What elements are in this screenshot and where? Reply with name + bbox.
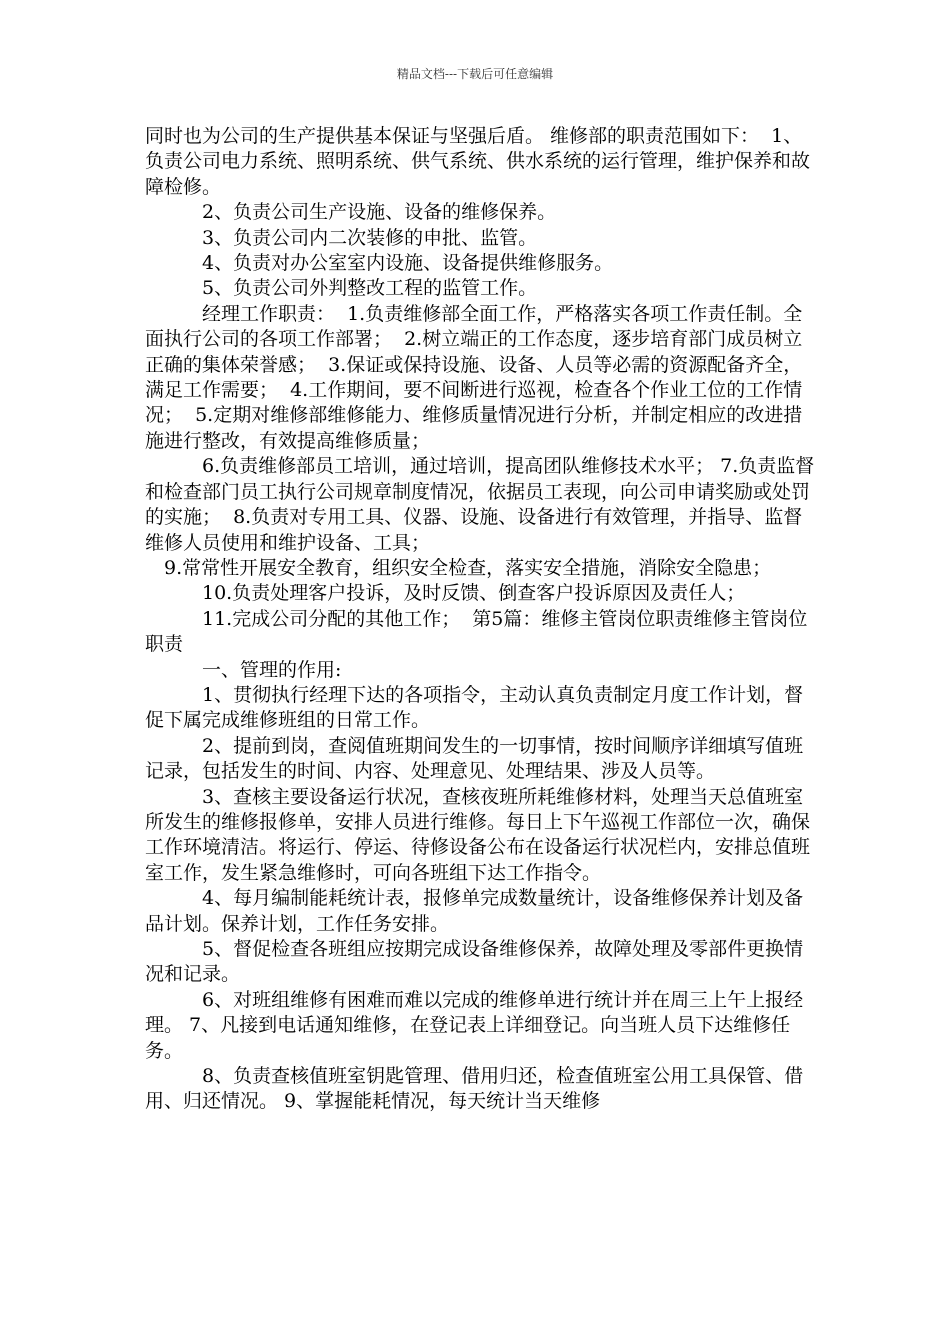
- page-header: 精品文档---下载后可任意编辑: [396, 67, 554, 81]
- paragraph: 一、管理的作用:: [202, 658, 342, 681]
- paragraph: 9.常常性开展安全教育，组织安全检查，落实安全措施，消除安全隐患；: [164, 556, 772, 579]
- paragraph: 经理工作职责： 1.负责维修部全面工作，严格落实各项工作责任制。全面执行公司的各项工作部署； 2.树立端正的工作态度，逐步培育部门成员树立正确的集体荣誉感； 3.保证或保持设施、设备、人员等必需的资源配备齐全，满足工作需要； 4.工作期间，要不间断进行巡视，检查各个作业工位的工作情况； 5.定期对维修部维修能力、维修质量情况进行分析，并制定相应的改进措施进行整改，有效提高维修质量；: [145, 302, 803, 452]
- paragraph: 3、查核主要设备运行状况，查核夜班所耗维修材料，处理当天总值班室所发生的维修报修单，安排人员进行维修。每日上下午巡视工作部位一次，确保工作环境清洁。将运行、停运、待修设备公布在设备运行状况栏内，安排总值班室工作，发生紧急维修时，可向各班组下达工作指令。: [145, 785, 811, 884]
- paragraph: 4、负责对办公室室内设施、设备提供维修服务。: [202, 252, 614, 275]
- paragraph: 11.完成公司分配的其他工作； 第5篇：维修主管岗位职责维修主管岗位职责: [145, 607, 808, 656]
- paragraph: 5、督促检查各班组应按期完成设备维修保养，故障处理及零部件更换情况和记录。: [145, 938, 804, 986]
- paragraph: 4、每月编制能耗统计表，报修单完成数量统计，设备维修保养计划及备品计划。保养计划，工作任务安排。: [145, 887, 804, 935]
- paragraph: 5、负责公司外判整改工程的监管工作。: [202, 277, 538, 300]
- paragraph: 2、提前到岗，查阅值班期间发生的一切事情，按时间顺序详细填写值班记录，包括发生的时间、内容、处理意见、处理结果、涉及人员等。: [145, 734, 804, 783]
- paragraph: 3、负责公司内二次装修的申批、监管。: [202, 226, 538, 249]
- document-body: [145, 124, 815, 1115]
- paragraph: 8、负责查核值班室钥匙管理、借用归还，检查值班室公用工具保管、借用、归还情况。 9、掌握能耗情况，每天统计当天维修: [145, 1065, 804, 1113]
- paragraph: 10.负责处理客户投诉，及时反馈、倒查客户投诉原因及责任人；: [202, 582, 746, 605]
- paragraph: 1、贯彻执行经理下达的各项指令，主动认真负责制定月度工作计划，督促下属完成维修班组的日常工作。: [145, 683, 804, 732]
- paragraph: 6.负责维修部员工培训，通过培训，提高团队维修技术水平； 7.负责监督和检查部门员工执行公司规章制度情况，依据员工表现，向公司申请奖励或处罚的实施； 8.负责对专用工具、仪器、设施、设备进行有效管理，并指导、监督维修人员使用和维护设备、工具；: [145, 455, 815, 554]
- paragraph: 6、对班组维修有困难而难以完成的维修单进行统计并在周三上午上报经理。 7、凡接到电话通知维修，在登记表上详细登记。向当班人员下达维修任务。: [145, 988, 804, 1062]
- paragraph: 同时也为公司的生产提供基本保证与坚强后盾。 维修部的职责范围如下： 1、负责公司电力系统、照明系统、供气系统、供水系统的运行管理，维护保养和故障检修。: [145, 125, 811, 198]
- paragraph: 2、负责公司生产设施、设备的维修保养。: [202, 201, 557, 224]
